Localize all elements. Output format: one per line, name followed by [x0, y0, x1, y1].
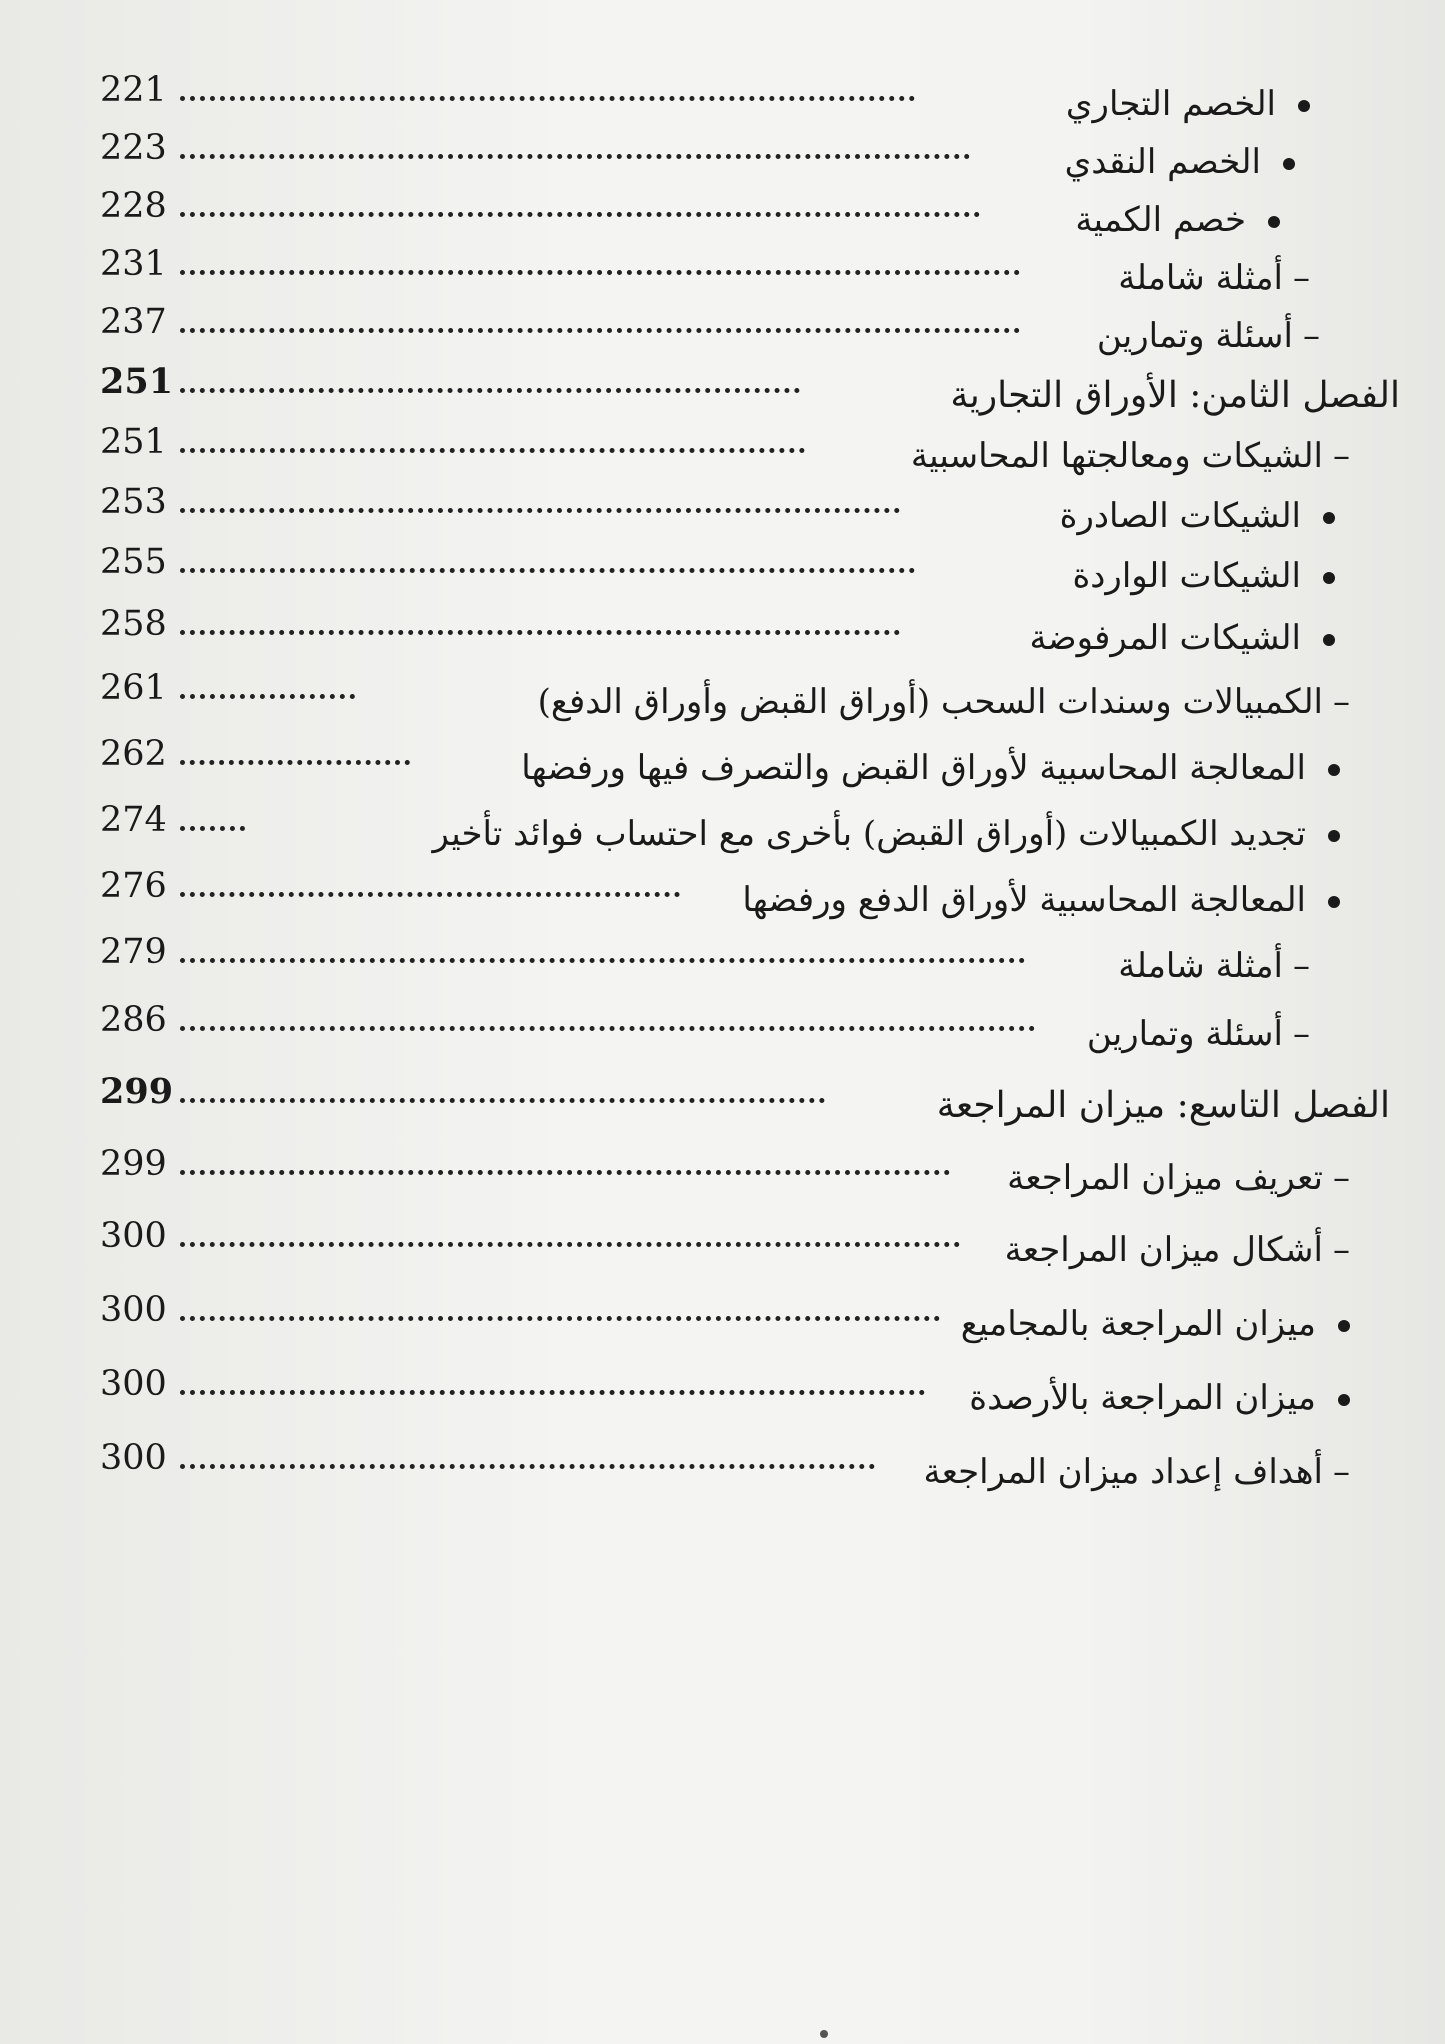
page-number: 286 — [100, 1000, 167, 1040]
page-number: 261 — [100, 668, 167, 708]
dot-leader — [180, 686, 355, 699]
dot-leader — [180, 1456, 875, 1469]
dot-leader — [180, 500, 900, 513]
dash-marker: – — [1293, 258, 1310, 298]
dot-leader — [180, 204, 980, 217]
dot-leader — [180, 752, 410, 765]
dot-leader — [180, 380, 800, 393]
page-number: 299 — [100, 1144, 167, 1184]
page-number: 255 — [100, 542, 167, 582]
entry-text: –أسئلة وتمارين — [1086, 1014, 1310, 1054]
page-number: 276 — [100, 866, 167, 906]
dot-leader — [180, 560, 915, 573]
entry-text: –الكمبيالات وسندات السحب (أوراق القبض وأوراق الدفع) — [537, 682, 1350, 722]
page-number: 300 — [100, 1216, 167, 1256]
entry-text: المعالجة المحاسبية لأوراق الدفع ورفضها — [640, 878, 1340, 922]
dot-leader — [180, 1308, 940, 1321]
toc-entry — [100, 1144, 1350, 1204]
dot-leader — [180, 950, 1025, 963]
entry-text: ميزان المراجعة بالمجاميع — [980, 1302, 1350, 1346]
toc-entry — [100, 734, 1306, 794]
dot-leader — [180, 884, 680, 897]
toc-entry — [100, 866, 1306, 926]
toc-entry — [100, 1290, 1340, 1350]
toc-entry — [100, 604, 1301, 664]
toc-entry — [100, 70, 1276, 130]
dash-marker: – — [1333, 1230, 1350, 1270]
bullet-icon — [1323, 572, 1335, 584]
entry-text: الشيكات الصادرة — [1005, 494, 1335, 538]
page-mark — [820, 2030, 828, 2038]
dot-leader — [180, 1090, 825, 1103]
toc-entry — [100, 1000, 1310, 1060]
toc-entry — [100, 1438, 1350, 1498]
entry-text: ميزان المراجعة بالأرصدة — [970, 1376, 1350, 1420]
bullet-icon — [1283, 158, 1295, 170]
toc-entry — [100, 542, 1301, 602]
bullet-icon — [1268, 216, 1280, 228]
page-number: 237 — [100, 302, 167, 342]
page-number: 279 — [100, 932, 167, 972]
bullet-icon — [1328, 830, 1340, 842]
dash-marker: – — [1303, 316, 1320, 356]
page-number: 231 — [100, 244, 167, 284]
bullet-icon — [1323, 512, 1335, 524]
dot-leader — [180, 146, 970, 159]
entry-text: –تعريف ميزان المراجعة — [1007, 1158, 1350, 1198]
toc-entry — [100, 668, 1350, 728]
toc-entry — [100, 800, 1306, 860]
dash-marker: – — [1333, 682, 1350, 722]
dot-leader — [180, 1382, 925, 1395]
page-number: 228 — [100, 186, 167, 226]
dot-leader — [180, 1234, 960, 1247]
entry-text: الخصم التجاري — [1010, 82, 1310, 126]
dot-leader — [180, 1162, 950, 1175]
entry-text: الشيكات المرفوضة — [985, 616, 1335, 660]
page-number: 274 — [100, 800, 167, 840]
toc-entry — [100, 244, 1310, 304]
dot-leader — [180, 262, 1020, 275]
bullet-icon — [1298, 100, 1310, 112]
toc-entry — [100, 186, 1246, 246]
dot-leader — [180, 622, 900, 635]
bullet-icon — [1328, 764, 1340, 776]
dot-leader — [180, 320, 1020, 333]
toc-entry — [100, 1071, 1390, 1132]
toc-entry — [100, 422, 1350, 482]
toc-entry — [100, 1364, 1340, 1424]
toc-entry — [100, 302, 1320, 362]
dot-leader — [180, 1018, 1035, 1031]
dash-marker: – — [1333, 436, 1350, 476]
page-number: 253 — [100, 482, 167, 522]
dash-marker: – — [1293, 946, 1310, 986]
toc-entry — [100, 361, 1400, 422]
entry-text: –أمثلة شاملة — [1118, 258, 1310, 298]
entry-text: تجديد الكمبيالات (أوراق القبض) بأخرى مع احتساب فوائد تأخير — [340, 812, 1340, 856]
page-number: 300 — [100, 1290, 167, 1330]
toc-entry — [100, 482, 1301, 542]
page-number: 262 — [100, 734, 167, 774]
chapter-title: الفصل التاسع: ميزان المراجعة — [936, 1085, 1390, 1126]
page-number: 251 — [100, 422, 167, 462]
dash-marker: – — [1333, 1158, 1350, 1198]
dash-marker: – — [1333, 1452, 1350, 1492]
toc-entry — [100, 932, 1310, 992]
page-number: 300 — [100, 1438, 167, 1478]
entry-text: الشيكات الواردة — [1005, 554, 1335, 598]
entry-text: المعالجة المحاسبية لأوراق القبض والتصرف فيها ورفضها — [460, 746, 1340, 790]
entry-text: –أشكال ميزان المراجعة — [1004, 1230, 1350, 1270]
bullet-icon — [1323, 634, 1335, 646]
toc-entry — [100, 128, 1261, 188]
page-number: 300 — [100, 1364, 167, 1404]
bullet-icon — [1328, 896, 1340, 908]
dash-marker: – — [1293, 1014, 1310, 1054]
page-number: 223 — [100, 128, 167, 168]
page-number: 251 — [100, 361, 174, 402]
dot-leader — [180, 88, 915, 101]
dot-leader — [180, 440, 805, 453]
entry-text: الخصم النقدي — [1055, 140, 1295, 184]
dot-leader — [180, 818, 245, 831]
entry-text: –أمثلة شاملة — [1118, 946, 1310, 986]
bullet-icon — [1338, 1394, 1350, 1406]
entry-text: –أسئلة وتمارين — [1096, 316, 1320, 356]
page-number: 221 — [100, 70, 167, 110]
toc-entry — [100, 1216, 1350, 1276]
chapter-title: الفصل الثامن: الأوراق التجارية — [950, 375, 1400, 416]
bullet-icon — [1338, 1320, 1350, 1332]
entry-text: –الشيكات ومعالجتها المحاسبية — [910, 436, 1350, 476]
entry-text: –أهداف إعداد ميزان المراجعة — [923, 1452, 1350, 1492]
page-number: 299 — [100, 1071, 174, 1112]
entry-text: خصم الكمية — [1060, 198, 1280, 242]
page-number: 258 — [100, 604, 167, 644]
